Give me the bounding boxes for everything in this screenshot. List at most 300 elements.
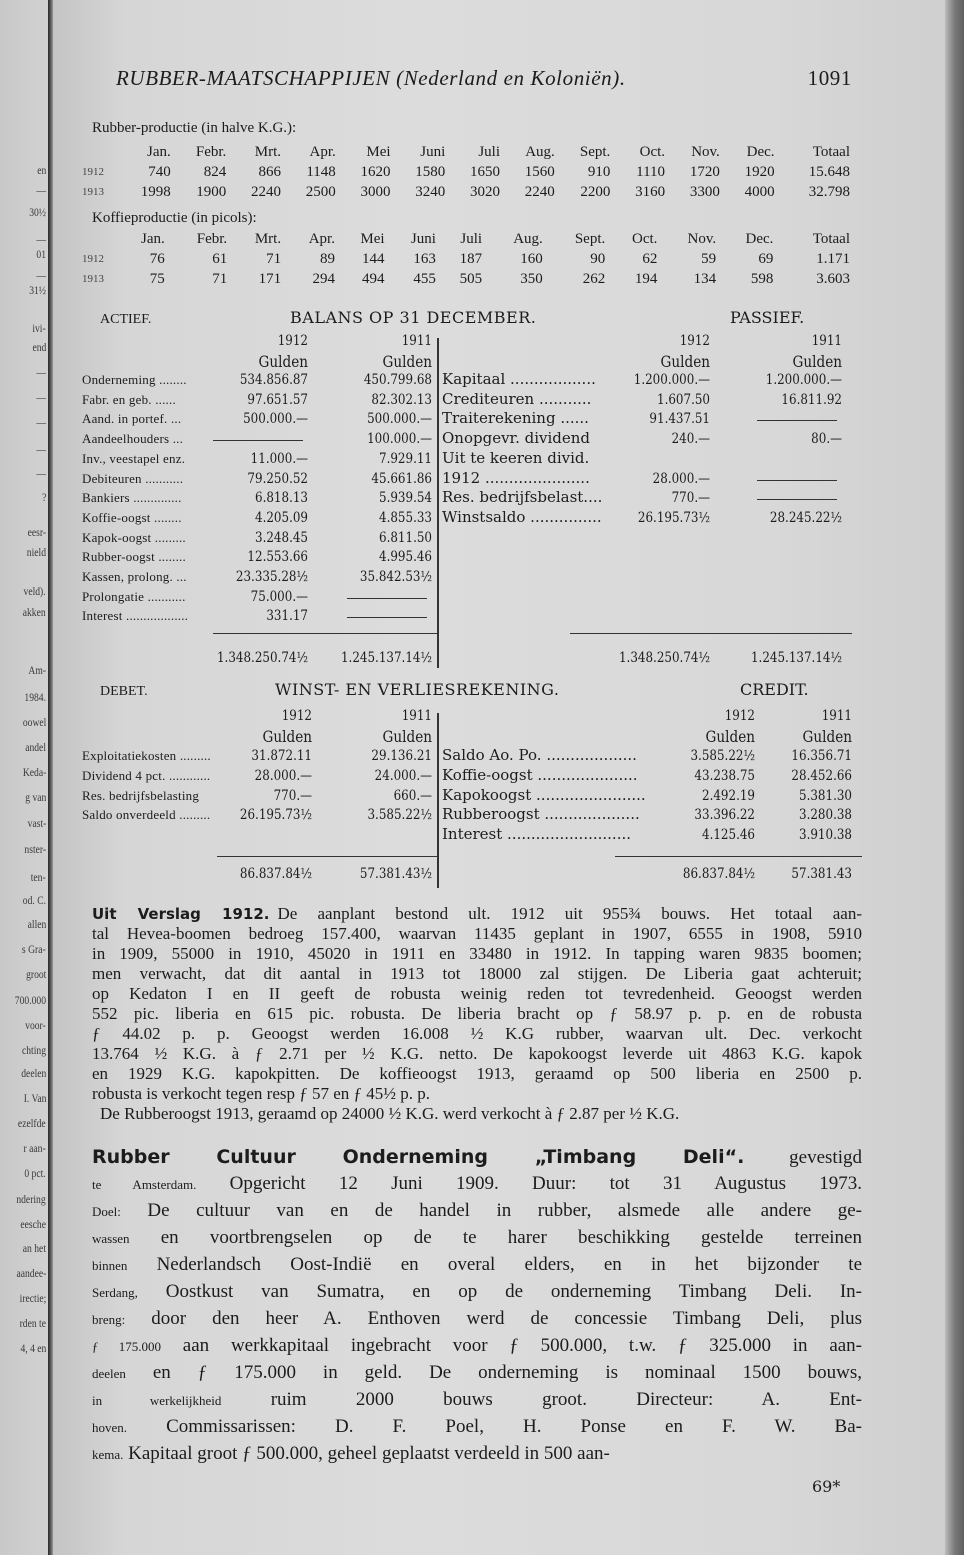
amount-1912: 28.000.— xyxy=(652,470,710,487)
amount-1911: 5.381.30 xyxy=(799,787,852,804)
ledger-label: Kapokoogst ....................... xyxy=(442,785,646,804)
ledger-label: Koffie-oogst ..................... xyxy=(442,765,638,784)
production-value: 3000 xyxy=(360,183,391,200)
production-value: 61 xyxy=(212,250,228,267)
year-column-spacer xyxy=(82,229,116,249)
company-line xyxy=(92,1252,862,1279)
company-line xyxy=(92,1360,862,1387)
production-value: 294 xyxy=(312,270,335,287)
bleed-fragment: 1984. xyxy=(24,690,46,704)
bleed-fragment: 0 pct. xyxy=(24,1166,46,1180)
empty-amount-dash xyxy=(347,598,427,599)
total-rule xyxy=(217,856,437,857)
ledger-label: Aandeelhouders ... xyxy=(82,431,184,447)
production-value: 740 xyxy=(148,163,171,180)
coffee_production-row xyxy=(82,249,850,269)
total-rule xyxy=(213,633,437,634)
year-header: 1911 xyxy=(401,333,432,349)
total-1912: 86.837.84½ xyxy=(682,866,755,882)
production-value: 3160 xyxy=(635,183,666,200)
rubber_production-row xyxy=(82,182,850,202)
coffee-production-title: Koffieproductie (in picols): xyxy=(92,210,257,226)
month-header: Sept. xyxy=(579,143,611,160)
rubber_production-header-row xyxy=(82,142,850,162)
signature-mark: 69* xyxy=(812,1477,841,1496)
ledger-label: Rubber-oogst ........ xyxy=(82,549,186,565)
month-header: Febr. xyxy=(195,143,227,160)
year-header: 1912 xyxy=(679,333,710,349)
bleed-fragment: — xyxy=(36,466,46,480)
bleed-fragment: an het xyxy=(22,1241,46,1255)
bleed-fragment: ten- xyxy=(31,870,46,884)
amount-1912: 770.— xyxy=(671,490,710,507)
report-line xyxy=(92,1104,862,1124)
production-value: 1620 xyxy=(360,163,391,180)
amount-1912: 1.200.000.— xyxy=(633,372,710,388)
line-prefix: in werkelijkheid xyxy=(92,1393,222,1408)
ledger-label: Kapok-oogst ......... xyxy=(82,529,186,545)
empty-amount-dash xyxy=(213,440,303,441)
year-label: 1912 xyxy=(82,166,104,178)
report-heading: Uit Verslag 1912. xyxy=(92,905,270,923)
balance-title: BALANS OP 31 DECEMBER. xyxy=(290,308,537,327)
ledger-label: 1912 ...................... xyxy=(442,468,590,487)
line-prefix: kema. xyxy=(92,1447,124,1462)
month-header: Totaal xyxy=(812,143,850,160)
month-header: Sept. xyxy=(574,230,606,247)
total-rule xyxy=(615,856,862,857)
ledger-label: Res. bedrijfsbelasting xyxy=(82,787,200,803)
amount-1911: 1.200.000.— xyxy=(765,372,842,388)
bleed-fragment: irectie; xyxy=(19,1291,46,1305)
ledger-label: Dividend 4 pct. ............ xyxy=(82,767,211,783)
production-value: 2240 xyxy=(251,183,282,200)
bleed-fragment: ndering xyxy=(16,1192,46,1206)
bleed-fragment: r aan- xyxy=(23,1141,46,1155)
amount-1911: 7.929.11 xyxy=(379,450,432,467)
amount-1912: 534.856.87 xyxy=(239,372,308,388)
company-line xyxy=(92,1225,862,1252)
ledger-label: Exploitatiekosten ......... xyxy=(82,748,211,763)
bleed-fragment: eesr- xyxy=(27,525,46,539)
production-value: 163 xyxy=(413,250,436,267)
report-text: en 1929 K.G. kapokpitten. De koffieoogst 1913, geraamd op 500 liberia en 2500 p. xyxy=(92,1064,862,1083)
ledger-label: Saldo Ao. Po. ................... xyxy=(442,746,637,764)
bleed-fragment: andel xyxy=(25,740,46,754)
production-value: 59 xyxy=(701,250,717,267)
bleed-fragment: Keda- xyxy=(22,765,46,779)
amount-1912: 240.— xyxy=(671,431,710,448)
total-1912: 1.348.250.74½ xyxy=(618,650,710,666)
report-line xyxy=(92,964,862,984)
amount-1911: 5.939.54 xyxy=(379,490,432,507)
amount-1911: 28.245.22½ xyxy=(769,509,842,526)
annual-report-excerpt xyxy=(92,904,862,1124)
amount-1911: 3.280.38 xyxy=(799,807,852,824)
bleed-fragment: en xyxy=(36,163,46,177)
amount-1911: 24.000.— xyxy=(374,767,432,784)
production-value: 1720 xyxy=(689,163,720,180)
production-value: 1148 xyxy=(306,163,336,180)
production-value: 75 xyxy=(149,270,165,287)
bleed-fragment: 31½ xyxy=(29,283,46,297)
report-line xyxy=(92,1044,862,1064)
running-head-title: RUBBER-MAATSCHAPPIJEN (Nederland en Koloniën). xyxy=(116,66,626,90)
line-prefix: binnen xyxy=(92,1258,128,1273)
amount-1912: 4.125.46 xyxy=(702,827,755,844)
production-value: 171 xyxy=(258,270,282,287)
production-value: 262 xyxy=(582,270,606,287)
month-header: Totaal xyxy=(812,230,850,247)
production-value: 1650 xyxy=(470,163,501,180)
production-value: 69 xyxy=(758,250,774,267)
ledger-label: Interest .................. xyxy=(82,608,189,624)
year-label: 1913 xyxy=(82,273,104,285)
company-text: Oostkust van Sumatra, en op de onderneming Timbang Deli. In- xyxy=(137,1281,862,1302)
amount-1912: 43.238.75 xyxy=(694,767,755,784)
ledger-label: Fabr. en geb. ...... xyxy=(82,391,176,407)
company-text: Commissarissen: D. F. Poel, H. Ponse en F. W. Ba- xyxy=(127,1416,862,1437)
center-rule xyxy=(437,713,439,888)
bleed-fragment: nield xyxy=(26,545,46,559)
company-line xyxy=(92,1144,862,1171)
amount-1911: 45.661.86 xyxy=(371,470,432,487)
bleed-fragment: — xyxy=(36,268,46,282)
report-line xyxy=(92,984,862,1004)
bleed-fragment: ivi- xyxy=(32,321,46,335)
month-header: Oct. xyxy=(639,143,666,160)
month-header: Mei xyxy=(360,230,385,247)
bleed-fragment: ? xyxy=(41,490,46,504)
year-label: 1913 xyxy=(82,186,104,198)
bleed-fragment: — xyxy=(36,183,46,197)
ledger-label: Interest .......................... xyxy=(442,825,632,844)
empty-amount-dash xyxy=(757,480,837,481)
company-text: door den heer A. Enthoven werd de concessie Timbang Deli, plus xyxy=(125,1308,862,1329)
empty-amount-dash xyxy=(347,617,427,618)
production-value: 144 xyxy=(362,250,385,267)
amount-1912: 91.437.51 xyxy=(649,411,710,428)
amount-1911: 6.811.50 xyxy=(379,529,432,546)
amount-1911: 16.811.92 xyxy=(781,391,842,408)
amount-1912: 1.607.50 xyxy=(657,391,710,408)
ledger-label: Winstsaldo ............... xyxy=(442,507,602,526)
line-prefix: hoven. xyxy=(92,1420,128,1435)
ledger-label: Res. bedrijfsbelast.... xyxy=(442,488,603,507)
page-edge xyxy=(945,0,964,1555)
center-rule xyxy=(437,338,439,668)
amount-1911: 82.302.13 xyxy=(371,391,432,408)
company-text: Opgericht 12 Juni 1909. Duur: tot 31 Augustus 1973. xyxy=(196,1173,862,1194)
ledger-label: Prolongatie ........... xyxy=(82,588,186,604)
amount-1911: 16.356.71 xyxy=(791,748,852,764)
company-text: aan werkkapitaal ingebracht voor ƒ 500.000, t.w. ƒ 325.000 in aan- xyxy=(161,1335,863,1356)
amount-1912: 500.000.— xyxy=(243,411,308,428)
unit-header: Gulden xyxy=(660,352,710,371)
ledger-label: Inv., veestapel enz. xyxy=(82,450,186,466)
amount-1911: 28.452.66 xyxy=(791,767,852,784)
amount-1912: 97.651.57 xyxy=(247,391,308,408)
report-text: ƒ 44.02 p. p. Geoogst werden 16.008 ½ K.G rubber, waarvan ult. Dec. verkocht xyxy=(92,1024,862,1043)
production-value: 910 xyxy=(587,163,611,180)
bleed-fragment: oowel xyxy=(22,715,46,729)
report-text: De aanplant bestond ult. 1912 uit 955¾ bouws. Het totaal aan- xyxy=(277,904,862,923)
amount-1912: 23.335.28½ xyxy=(235,569,308,585)
ledger-label: Koffie-oogst ........ xyxy=(82,509,182,525)
bleed-fragment: chting xyxy=(22,1043,46,1057)
month-header: Dec. xyxy=(746,143,775,160)
company-name: Rubber Cultuur Onderneming „Timbang Deli“. xyxy=(92,1146,745,1168)
actief-heading: ACTIEF. xyxy=(100,312,152,327)
unit-header: Gulden xyxy=(705,727,755,746)
production-value: 3240 xyxy=(415,183,446,200)
amount-1912: 75.000.— xyxy=(250,588,308,605)
production-value: 3020 xyxy=(470,183,501,200)
company-line xyxy=(92,1306,862,1333)
report-text: in 1909, 55000 in 1910, 45020 in 1911 en 33480 in 1912. In tapping waren 9835 boomen; xyxy=(92,944,862,963)
production-value: 134 xyxy=(693,270,717,287)
production-value: 1580 xyxy=(415,163,446,180)
production-value: 194 xyxy=(634,270,658,287)
total-rule xyxy=(570,633,852,634)
unit-header: Gulden xyxy=(802,727,852,746)
company-text: Nederlandsch Oost-Indië en overal elders, en in het bijzonder te xyxy=(127,1254,862,1275)
company-text: ruim 2000 bouws groot. Directeur: A. Ent- xyxy=(221,1389,862,1410)
line-prefix: breng: xyxy=(92,1312,126,1327)
amount-1912: 31.872.11 xyxy=(251,748,312,764)
company-line xyxy=(92,1171,862,1198)
month-header: Juli xyxy=(478,143,501,160)
company-line xyxy=(92,1441,862,1468)
month-header: Aug. xyxy=(525,143,555,160)
production-value: 1560 xyxy=(524,163,555,180)
empty-amount-dash xyxy=(757,420,837,421)
page-number: 1091 xyxy=(807,66,852,90)
ledger-label: Rubberoogst .................... xyxy=(442,805,640,824)
bleed-fragment: 01 xyxy=(36,247,46,261)
line-prefix: Doel: xyxy=(92,1204,121,1219)
bleed-fragment: 4, 4 en xyxy=(20,1341,46,1355)
bleed-fragment: aandee- xyxy=(16,1266,46,1280)
year-header: 1912 xyxy=(277,333,308,349)
bleed-fragment: 700.000 xyxy=(14,993,46,1007)
bleed-fragment: ezelfde xyxy=(18,1116,46,1130)
production-value: 505 xyxy=(459,270,483,287)
month-header: Febr. xyxy=(196,230,228,247)
amount-1912: 33.396.22 xyxy=(694,807,755,824)
month-header: Apr. xyxy=(308,230,335,247)
month-header: Dec. xyxy=(745,230,774,247)
month-header: Mei xyxy=(366,143,391,160)
production-value: 71 xyxy=(212,270,228,287)
line-prefix: ƒ 175.000 xyxy=(92,1339,162,1354)
ledger-label: Kapitaal .................. xyxy=(442,370,596,388)
company-line xyxy=(92,1333,862,1360)
production-value: 76 xyxy=(149,250,165,267)
production-value: 160 xyxy=(520,250,543,267)
amount-1912: 4.205.09 xyxy=(255,509,308,526)
production-value: 350 xyxy=(520,270,543,287)
bleed-fragment: — xyxy=(36,365,46,379)
production-value: 1920 xyxy=(744,163,775,180)
report-line xyxy=(92,1024,862,1044)
amount-1911: 450.799.68 xyxy=(363,372,432,388)
line-prefix: te Amsterdam. xyxy=(92,1177,197,1192)
production-value: 2200 xyxy=(580,183,611,200)
profit-loss-title: WINST- EN VERLIESREKENING. xyxy=(275,680,560,699)
year-header: 1912 xyxy=(724,708,755,724)
company-text: en ƒ 175.000 in geld. De onderneming is nominaal 1500 bouws, xyxy=(125,1362,862,1383)
line-prefix: Serdang, xyxy=(92,1285,138,1300)
credit-heading: CREDIT. xyxy=(740,680,809,699)
bleed-fragment: eesche xyxy=(20,1217,46,1231)
coffee_production-header-row xyxy=(82,229,850,249)
month-header: Oct. xyxy=(631,230,658,247)
amount-1911: 3.585.22½ xyxy=(367,807,432,824)
amount-1911: 4.855.33 xyxy=(379,509,432,526)
production-value: 3.603 xyxy=(816,270,850,287)
amount-1912: 28.000.— xyxy=(254,767,312,784)
month-header: Nov. xyxy=(691,143,720,160)
month-header: Aug. xyxy=(513,230,543,247)
production-value: 4000 xyxy=(744,183,775,200)
ledger-label: Onopgevr. dividend xyxy=(442,429,591,448)
amount-1912: 11.000.— xyxy=(250,450,308,467)
production-value: 1900 xyxy=(196,183,227,200)
amount-1912: 3.248.45 xyxy=(255,529,308,546)
month-header: Juni xyxy=(410,230,436,247)
production-value: 866 xyxy=(258,163,282,180)
month-header: Jan. xyxy=(147,143,171,160)
passief-heading: PASSIEF. xyxy=(730,308,805,327)
company-line xyxy=(92,1387,862,1414)
bleed-fragment: 30½ xyxy=(29,205,46,219)
rubber-production-title: Rubber-productie (in halve K.G.): xyxy=(92,120,297,136)
production-value: 90 xyxy=(590,250,606,267)
total-1911: 57.381.43½ xyxy=(359,866,432,882)
production-value: 32.798 xyxy=(808,183,850,200)
company-line xyxy=(92,1198,862,1225)
report-text: men verwacht, dat dit aantal in 1913 tot 18000 zal stijgen. De Liberia gaat achteruit; xyxy=(92,964,862,983)
report-line xyxy=(92,904,862,924)
company-text: en voortbrengselen op de te harer beschikking gestelde terreinen xyxy=(129,1227,862,1248)
production-value: 71 xyxy=(266,250,282,267)
bleed-fragment: allen xyxy=(27,917,46,931)
bleed-fragment: nster- xyxy=(24,842,46,856)
ledger-label: Saldo onverdeeld ......... xyxy=(82,807,211,823)
total-1911: 1.245.137.14½ xyxy=(340,650,432,666)
ledger-label: Bankiers .............. xyxy=(82,490,182,506)
previous-page-bleed xyxy=(0,0,50,1555)
bleed-fragment: end xyxy=(32,340,46,354)
coffee-production-table xyxy=(82,229,850,289)
line-prefix: deelen xyxy=(92,1366,126,1381)
month-header: Nov. xyxy=(687,230,717,247)
production-value: 2240 xyxy=(524,183,555,200)
month-header: Juni xyxy=(420,143,446,160)
month-header: Juli xyxy=(460,230,483,247)
coffee_production-row xyxy=(82,269,850,289)
unit-header: Gulden xyxy=(262,727,312,746)
report-text: op Kedaton I en II geeft de robusta weinig reden tot tevredenheid. Geoogst werden xyxy=(92,984,862,1003)
bleed-fragment: voor- xyxy=(25,1018,46,1032)
bleed-fragment: — xyxy=(36,415,46,429)
production-value: 598 xyxy=(750,270,774,287)
year-header: 1911 xyxy=(821,708,852,724)
amount-1911: 29.136.21 xyxy=(371,748,432,764)
production-value: 1998 xyxy=(140,183,171,200)
amount-1911: 500.000.— xyxy=(367,411,432,428)
month-header: Mrt. xyxy=(254,230,282,247)
bleed-fragment: g van xyxy=(24,790,46,804)
year-header: 1911 xyxy=(811,333,842,349)
bleed-fragment: od. C. xyxy=(22,893,46,907)
production-value: 2500 xyxy=(305,183,336,200)
bleed-fragment: akken xyxy=(23,605,46,619)
month-header: Apr. xyxy=(309,143,336,160)
ledger-label: Onderneming ........ xyxy=(82,372,187,387)
ledger-label: Aand. in portef. ... xyxy=(82,411,182,427)
ledger-label: Uit te keeren divid. xyxy=(442,448,590,467)
production-value: 1.171 xyxy=(816,250,850,267)
unit-header: Gulden xyxy=(382,727,432,746)
amount-1912: 12.553.66 xyxy=(247,549,308,566)
bleed-fragment: Am- xyxy=(28,663,46,677)
total-1912: 86.837.84½ xyxy=(239,866,312,882)
year-header: 1912 xyxy=(281,708,312,724)
rubber_production-row xyxy=(82,162,850,182)
bleed-fragment: — xyxy=(36,232,46,246)
company-text: Kapitaal groot ƒ 500.000, geheel geplaatst verdeeld in 500 aan- xyxy=(123,1443,610,1464)
amount-1912: 26.195.73½ xyxy=(637,509,710,526)
debet-heading: DEBET. xyxy=(100,684,148,699)
report-line xyxy=(92,944,862,964)
amount-1912: 26.195.73½ xyxy=(239,807,312,824)
bleed-fragment: groot xyxy=(25,967,46,981)
bleed-fragment: s Gra- xyxy=(22,942,46,956)
production-value: 455 xyxy=(413,270,436,287)
report-line xyxy=(92,1084,862,1104)
report-line xyxy=(92,924,862,944)
ledger-label: Debiteuren ........... xyxy=(82,470,184,486)
ledger-label: Kassen, prolong. ... xyxy=(82,569,187,584)
production-value: 3300 xyxy=(689,183,720,200)
bleed-fragment: deelen xyxy=(20,1066,46,1080)
total-1912: 1.348.250.74½ xyxy=(216,650,308,666)
month-header: Jan. xyxy=(141,230,165,247)
report-text: 552 pic. liberia en 615 pic. robusta. De liberia bracht op ƒ 58.97 p. p. en de robusta xyxy=(92,1004,862,1023)
amount-1912: 79.250.52 xyxy=(247,470,308,487)
amount-1911: 100.000.— xyxy=(367,431,432,448)
ledger-label: Traiterekening ...... xyxy=(442,409,589,428)
amount-1912: 331.17 xyxy=(266,608,308,625)
report-text: tal Hevea-boomen bedroeg 157.400, waarvan 11435 geplant in 1907, 6555 in 1908, 5910 xyxy=(92,924,862,943)
company-line xyxy=(92,1414,862,1441)
report-line xyxy=(92,1064,862,1084)
amount-1911: 660.— xyxy=(393,787,432,804)
bleed-fragment: veld). xyxy=(23,584,46,598)
company-text: gevestigd xyxy=(744,1147,862,1168)
unit-header: Gulden xyxy=(382,352,432,371)
year-header: 1911 xyxy=(401,708,432,724)
report-line xyxy=(92,1004,862,1024)
bleed-fragment: — xyxy=(36,390,46,404)
year-label: 1912 xyxy=(82,253,104,265)
production-value: 1110 xyxy=(636,163,666,180)
production-value: 15.648 xyxy=(808,163,850,180)
line-prefix: wassen xyxy=(92,1231,130,1246)
report-text: robusta is verkocht tegen resp ƒ 57 en ƒ 45½ p. p. xyxy=(92,1084,431,1103)
